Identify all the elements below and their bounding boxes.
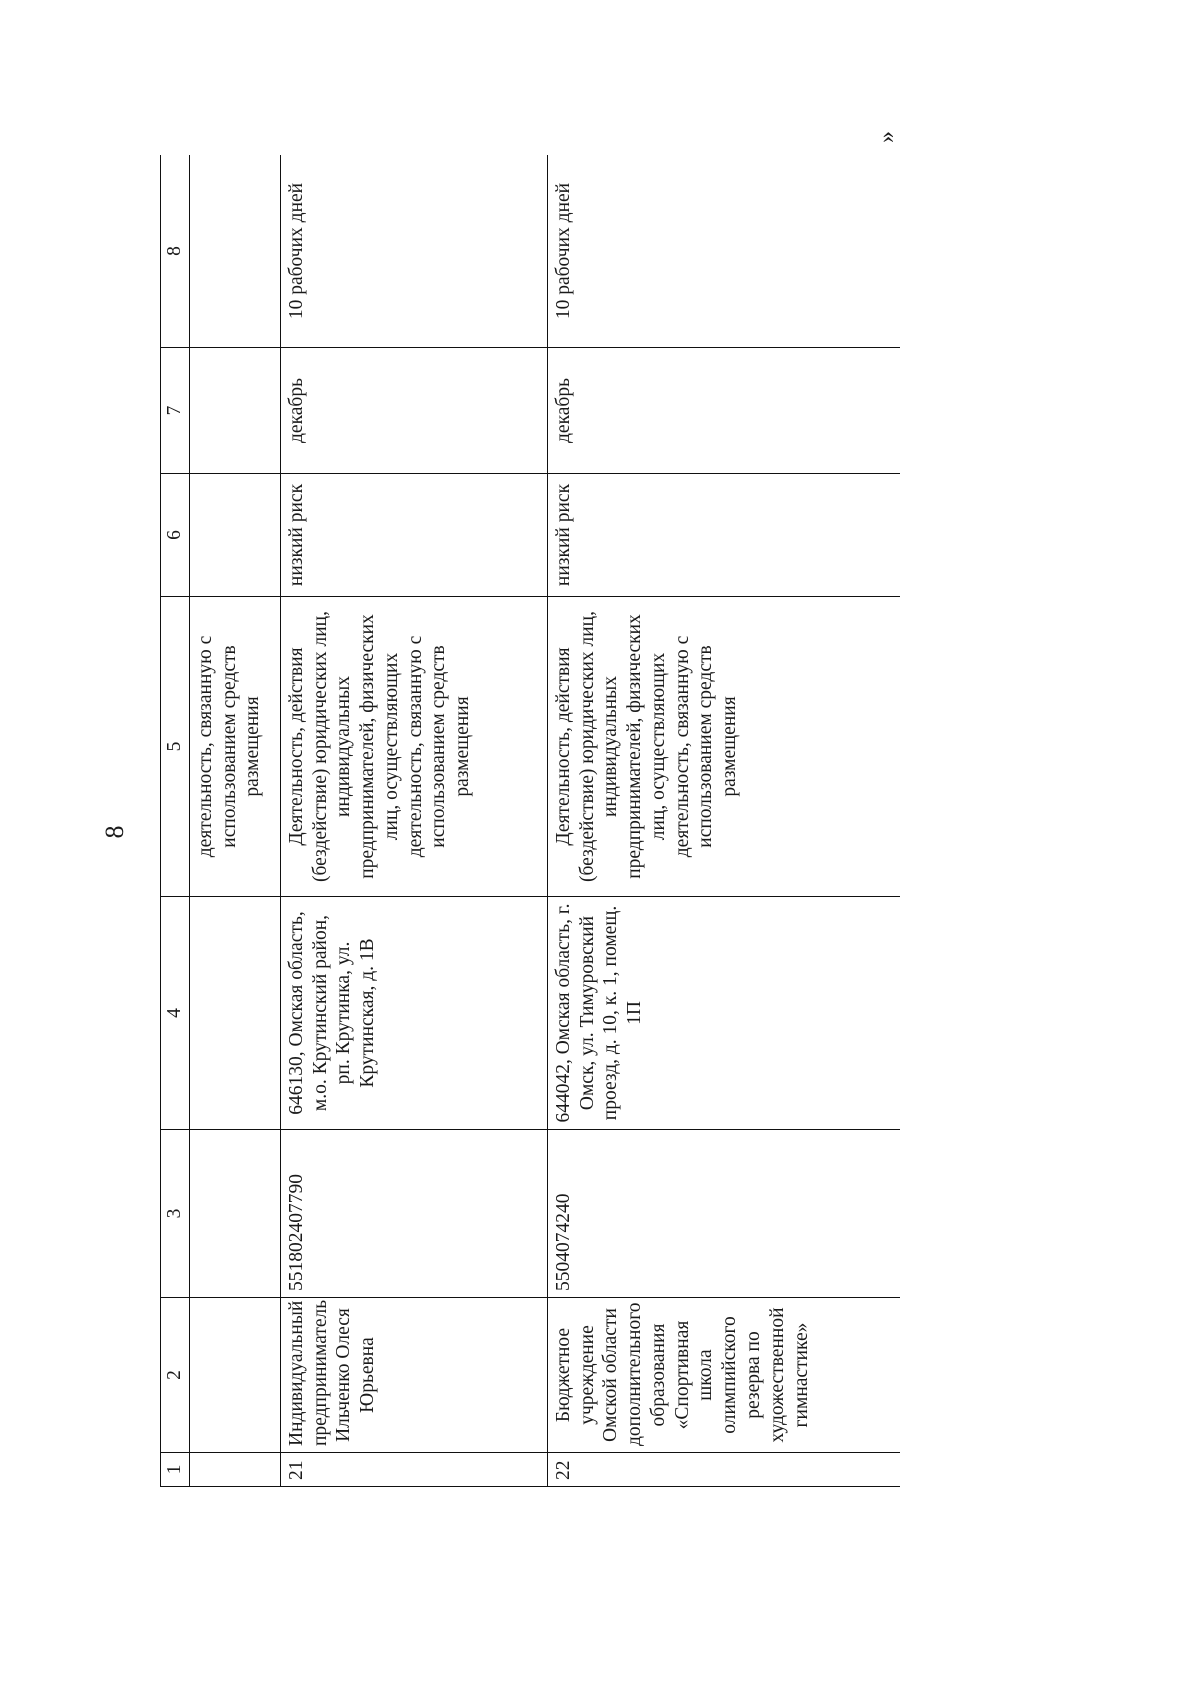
header-col-3: 3	[161, 1130, 190, 1298]
header-col-1: 1	[161, 1453, 190, 1487]
cell-activity: Деятельность, действия (бездействие) юридических лиц, индивидуальных предпринимателей, физических лиц, осуществляющих деятельность, связанную с использованием средств размещения	[547, 597, 900, 897]
cell-inn: 551802407790	[280, 1130, 547, 1298]
cell-duration	[189, 155, 280, 348]
cell-number: 22	[547, 1453, 900, 1487]
header-col-7: 7	[161, 348, 190, 474]
cell-activity: деятельность, связанную с использованием средств размещения	[189, 597, 280, 897]
header-col-6: 6	[161, 474, 190, 597]
cell-number: 21	[280, 1453, 547, 1487]
cell-activity: Деятельность, действия (бездействие) юридических лиц, индивидуальных предпринимателей, физических лиц, осуществляющих деятельность, связанную с использованием средств размещения	[280, 597, 547, 897]
header-col-8: 8	[161, 155, 190, 348]
table-row	[280, 155, 547, 1487]
cell-risk: низкий риск	[280, 474, 547, 597]
rotated-table-container	[160, 155, 900, 1487]
cell-risk	[189, 474, 280, 597]
cell-month	[189, 348, 280, 474]
cell-inn	[189, 1130, 280, 1298]
cell-number	[189, 1453, 280, 1487]
cell-address: 646130, Омская область, м.о. Крутинский район, рп. Крутинка, ул. Крутинская, д. 1В	[280, 897, 547, 1130]
table-row-continuation	[189, 155, 280, 1487]
cell-name: Бюджетное учреждение Омской области дополнительного образования «Спортивная школа олимпийского резерва по художественной гимнастике»	[547, 1298, 900, 1453]
table-header-row	[161, 155, 190, 1487]
inspection-plan-table	[160, 155, 900, 1487]
page-number: 8	[100, 825, 129, 839]
header-col-5: 5	[161, 597, 190, 897]
table-row	[547, 155, 900, 1487]
cell-month: декабрь	[547, 348, 900, 474]
closing-quote-mark: »	[874, 131, 900, 143]
cell-risk: низкий риск	[547, 474, 900, 597]
cell-duration: 10 рабочих дней	[280, 155, 547, 348]
cell-inn: 5504074240	[547, 1130, 900, 1298]
cell-address: 644042, Омская область, г. Омск, ул. Тимуровский проезд, д. 10, к. 1, помещ. 1П	[547, 897, 900, 1130]
cell-name: Индивидуальный предприниматель Ильченко Олеся Юрьевна	[280, 1298, 547, 1453]
cell-month: декабрь	[280, 348, 547, 474]
header-col-4: 4	[161, 897, 190, 1130]
header-col-2: 2	[161, 1298, 190, 1453]
inspection-plan-table-frame	[160, 155, 900, 1487]
cell-duration: 10 рабочих дней	[547, 155, 900, 348]
cell-address	[189, 897, 280, 1130]
cell-name	[189, 1298, 280, 1453]
